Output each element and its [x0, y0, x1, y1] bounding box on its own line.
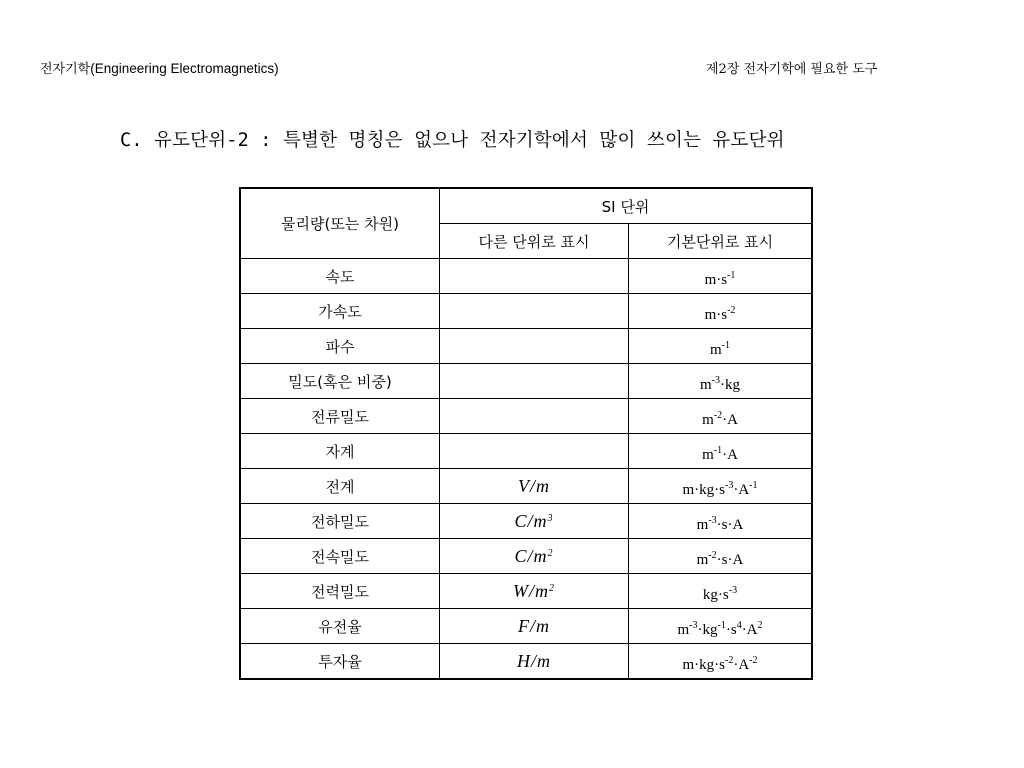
base-unit-expression: $m\cdot kg\cdot s^{-2}\cdot A^{-2}$: [682, 654, 758, 673]
quantity-cell: 속도: [240, 259, 440, 294]
base-unit-cell: [629, 469, 813, 504]
table-row: [240, 574, 812, 609]
quantity-cell: 파수: [240, 329, 440, 364]
base-unit-cell: [629, 259, 813, 294]
base-unit-cell: [629, 574, 813, 609]
table-row: [240, 609, 812, 644]
base-unit-cell: [629, 434, 813, 469]
other-unit-expression: $C/m^3$: [514, 510, 554, 531]
base-unit-expression: $m\cdot kg\cdot s^{-3}\cdot A^{-1}$: [682, 479, 758, 498]
other-unit-cell: [440, 399, 629, 434]
header-subject: [40, 58, 279, 77]
base-unit-expression: $m^{-3}\cdot s\cdot A$: [696, 514, 744, 533]
quantity-cell: 자계: [240, 434, 440, 469]
base-unit-expression: $m^{-1}\cdot A$: [702, 444, 738, 463]
slide-title: C. 유도단위-2 : 특별한 명칭은 없으나 전자기학에서 많이 쓰이는 유도단위: [120, 130, 785, 151]
base-unit-cell: [629, 364, 813, 399]
quantity-cell: 전속밀도: [240, 539, 440, 574]
quantity-cell: 밀도(혹은 비중): [240, 364, 440, 399]
table-row: [240, 504, 812, 539]
base-unit-expression: $m^{-2}\cdot s\cdot A$: [696, 549, 744, 568]
other-unit-expression: F/m: [518, 615, 550, 636]
quantity-cell: 가속도: [240, 294, 440, 329]
header-si-unit: SI 단위: [440, 188, 813, 224]
base-unit-cell: [629, 294, 813, 329]
table-row: [240, 364, 812, 399]
other-unit-cell: [440, 329, 629, 364]
header-subject-ko: 전자기학: [40, 62, 91, 77]
base-unit-cell: [629, 539, 813, 574]
table-row: [240, 259, 812, 294]
quantity-cell: 전하밀도: [240, 504, 440, 539]
other-unit-cell: [440, 434, 629, 469]
base-unit-expression: $kg\cdot s^{-3}$: [702, 584, 738, 603]
header-quantity: 물리량(또는 차원): [240, 188, 440, 259]
other-unit-cell: [440, 574, 629, 609]
other-unit-cell: [440, 609, 629, 644]
header-base-units: 기본단위로 표시: [629, 224, 813, 259]
table-row: [240, 399, 812, 434]
base-unit-cell: [629, 644, 813, 680]
base-unit-cell: [629, 399, 813, 434]
other-unit-expression: $C/m^2$: [514, 545, 554, 566]
quantity-cell: 전계: [240, 469, 440, 504]
header-subject-en: (Engineering Electromagnetics): [90, 61, 279, 76]
quantity-cell: 유전율: [240, 609, 440, 644]
other-unit-cell: [440, 259, 629, 294]
other-unit-expression: $W/m^2$: [513, 580, 555, 601]
base-unit-expression: $m\cdot s^{-1}$: [704, 269, 736, 288]
other-unit-expression: H/m: [517, 650, 551, 671]
table-row: [240, 644, 812, 680]
derived-units-table: [239, 187, 813, 680]
header-other-units: 다른 단위로 표시: [440, 224, 629, 259]
quantity-cell: 투자율: [240, 644, 440, 680]
other-unit-cell: [440, 469, 629, 504]
other-unit-cell: [440, 364, 629, 399]
base-unit-expression: $m^{-2}\cdot A$: [702, 409, 738, 428]
table-row: [240, 469, 812, 504]
table-row: [240, 329, 812, 364]
table-row: [240, 294, 812, 329]
base-unit-cell: [629, 504, 813, 539]
table-row: [240, 539, 812, 574]
other-unit-cell: [440, 644, 629, 680]
base-unit-cell: [629, 609, 813, 644]
base-unit-expression: $m^{-1}$: [709, 339, 730, 358]
other-unit-expression: V/m: [518, 475, 550, 496]
base-unit-cell: [629, 329, 813, 364]
quantity-cell: 전류밀도: [240, 399, 440, 434]
table-row: [240, 434, 812, 469]
other-unit-cell: [440, 539, 629, 574]
quantity-cell: 전력밀도: [240, 574, 440, 609]
base-unit-expression: $m^{-3}\cdot kg$: [699, 374, 740, 393]
base-unit-expression: $m^{-3}\cdot kg^{-1}\cdot s^4\cdot A^2$: [677, 619, 763, 638]
header-chapter: 제2장 전자기학에 필요한 도구: [706, 62, 878, 77]
other-unit-cell: [440, 294, 629, 329]
base-unit-expression: $m\cdot s^{-2}$: [704, 304, 736, 323]
other-unit-cell: [440, 504, 629, 539]
table-header-row: [240, 188, 812, 224]
